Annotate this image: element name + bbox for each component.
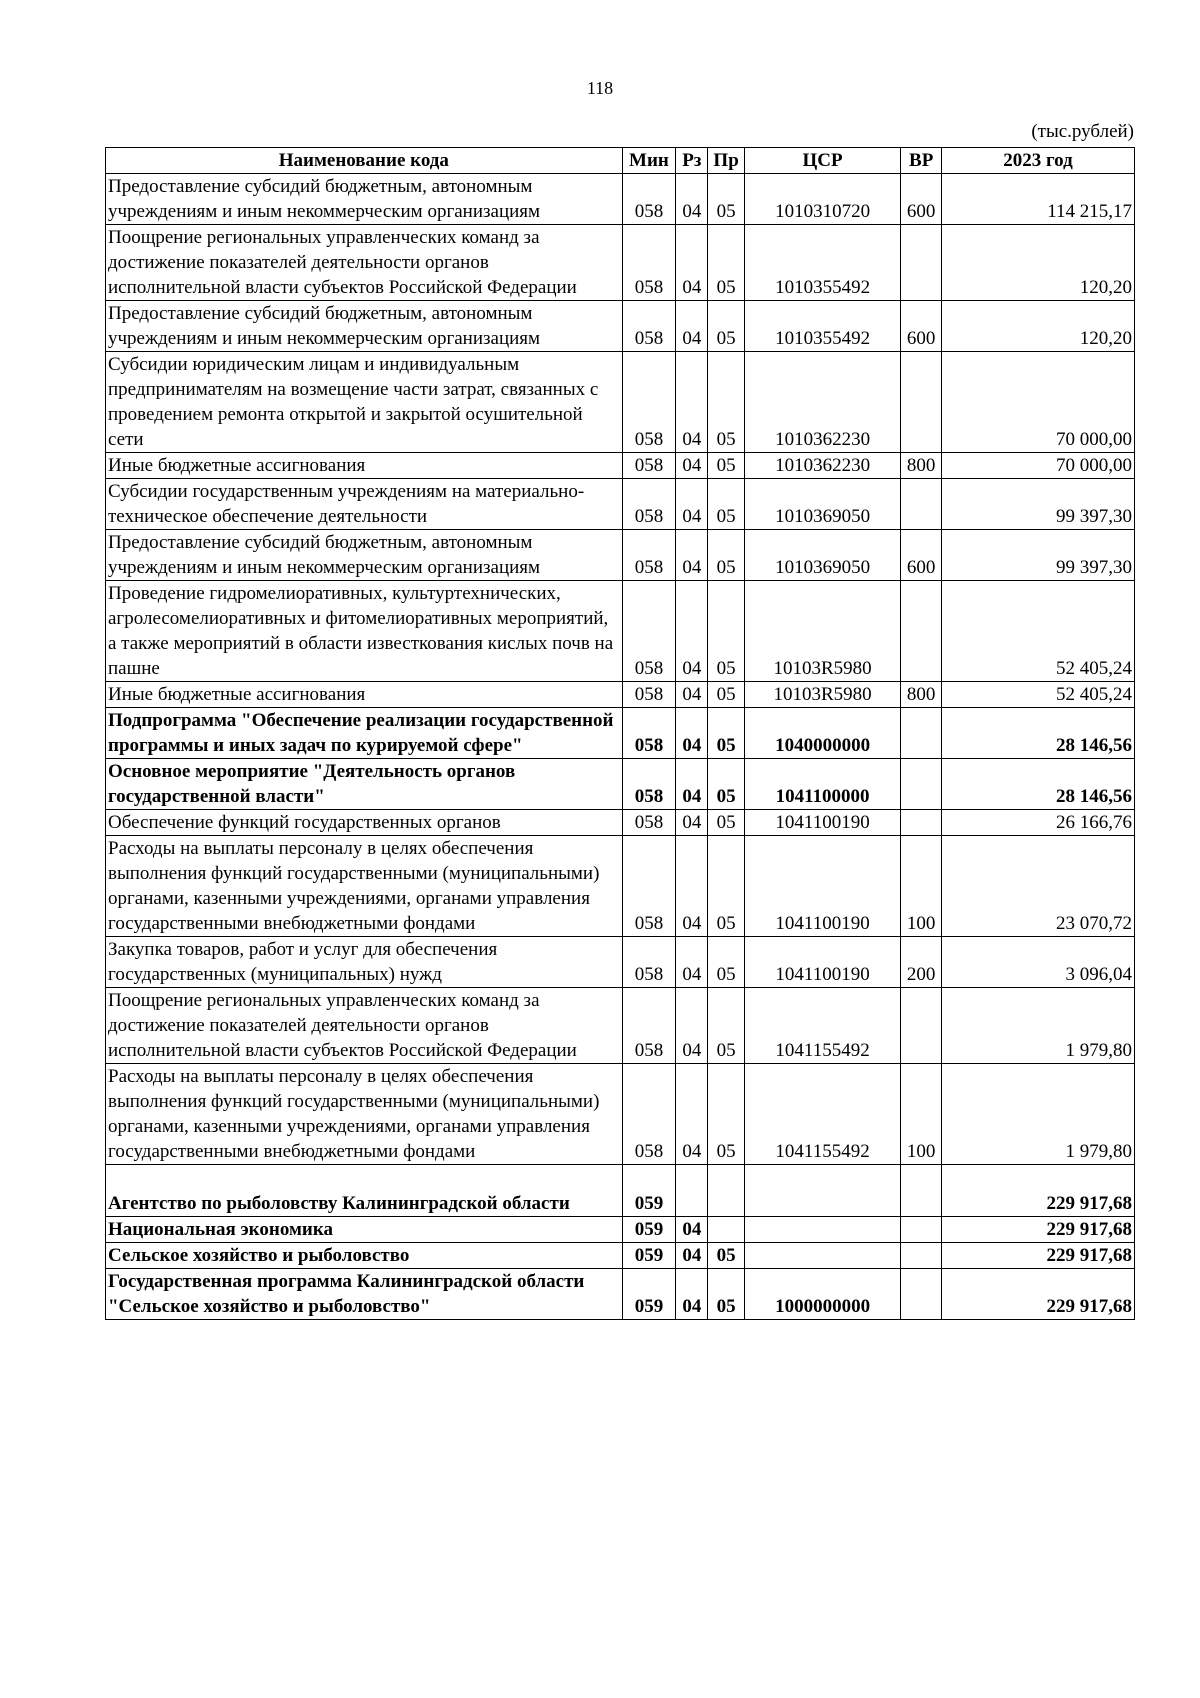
cell-csr: 1041100190 (744, 810, 900, 836)
cell-min: 059 (622, 1217, 676, 1243)
cell-rz: 04 (676, 1243, 708, 1269)
cell-pr: 05 (708, 225, 744, 301)
cell-vr (901, 225, 942, 301)
cell-name: Предоставление субсидий бюджетным, автономным учреждениям и иным некоммерческим организациям (106, 530, 623, 581)
table-row (106, 708, 1135, 759)
cell-vr: 800 (901, 453, 942, 479)
budget-table (105, 147, 1135, 1320)
cell-csr (744, 1243, 900, 1269)
cell-min: 058 (622, 301, 676, 352)
cell-vr (901, 1269, 942, 1320)
cell-amount: 120,20 (942, 301, 1135, 352)
table-body (106, 174, 1135, 1320)
cell-pr: 05 (708, 174, 744, 225)
table-row (106, 479, 1135, 530)
cell-name: Поощрение региональных управленческих команд за достижение показателей деятельности органов исполнительной власти субъектов Российской Федерации (106, 225, 623, 301)
page-number: 118 (586, 78, 614, 98)
cell-csr: 1041155492 (744, 988, 900, 1064)
cell-pr (708, 1217, 744, 1243)
cell-pr (708, 1165, 744, 1217)
header-rz: Рз (676, 148, 708, 174)
cell-min: 059 (622, 1165, 676, 1217)
cell-min: 058 (622, 453, 676, 479)
cell-csr: 1010362230 (744, 453, 900, 479)
cell-rz: 04 (676, 1064, 708, 1165)
table-row (106, 836, 1135, 937)
cell-vr (901, 708, 942, 759)
cell-vr (901, 988, 942, 1064)
table-row (106, 682, 1135, 708)
cell-vr (901, 810, 942, 836)
cell-min: 058 (622, 708, 676, 759)
table-row (106, 301, 1135, 352)
cell-csr: 1010362230 (744, 352, 900, 453)
cell-vr (901, 1243, 942, 1269)
cell-name: Субсидии государственным учреждениям на материально-техническое обеспечение деятельности (106, 479, 623, 530)
cell-amount: 114 215,17 (942, 174, 1135, 225)
cell-min: 058 (622, 225, 676, 301)
table-row (106, 1269, 1135, 1320)
cell-amount: 1 979,80 (942, 1064, 1135, 1165)
cell-csr: 1041100000 (744, 759, 900, 810)
cell-pr: 05 (708, 836, 744, 937)
header-min: Мин (622, 148, 676, 174)
cell-min: 058 (622, 988, 676, 1064)
cell-rz: 04 (676, 810, 708, 836)
cell-rz: 04 (676, 225, 708, 301)
table-row (106, 1217, 1135, 1243)
cell-amount: 120,20 (942, 225, 1135, 301)
cell-pr: 05 (708, 708, 744, 759)
cell-amount: 1 979,80 (942, 988, 1135, 1064)
cell-name: Субсидии юридическим лицам и индивидуальным предпринимателям на возмещение части затрат, связанных с проведением ремонта открытой и закрытой осушительной сети (106, 352, 623, 453)
table-row (106, 174, 1135, 225)
cell-pr: 05 (708, 301, 744, 352)
cell-csr (744, 1165, 900, 1217)
cell-min: 058 (622, 810, 676, 836)
header-vr: ВР (901, 148, 942, 174)
cell-csr: 10103R5980 (744, 581, 900, 682)
cell-min: 058 (622, 352, 676, 453)
cell-vr: 800 (901, 682, 942, 708)
cell-csr: 1041100190 (744, 836, 900, 937)
cell-min: 058 (622, 759, 676, 810)
cell-amount: 52 405,24 (942, 682, 1135, 708)
cell-vr (901, 1217, 942, 1243)
cell-min: 058 (622, 1064, 676, 1165)
cell-csr: 1010355492 (744, 301, 900, 352)
header-row (106, 148, 1135, 174)
cell-pr: 05 (708, 479, 744, 530)
table-row (106, 1064, 1135, 1165)
cell-csr: 10103R5980 (744, 682, 900, 708)
cell-vr: 600 (901, 174, 942, 225)
cell-pr: 05 (708, 530, 744, 581)
cell-name: Проведение гидромелиоративных, культуртехнических, агролесомелиоративных и фитомелиоративных мероприятий, а также мероприятий в области известкования кислых почв на пашне (106, 581, 623, 682)
cell-rz: 04 (676, 352, 708, 453)
cell-amount: 229 917,68 (942, 1165, 1135, 1217)
cell-csr: 1010310720 (744, 174, 900, 225)
cell-amount: 70 000,00 (942, 352, 1135, 453)
cell-name: Расходы на выплаты персоналу в целях обеспечения выполнения функций государственными (муниципальными) органами, казенными учреждениями, органами управления государственными внебюджетными фондами (106, 1064, 623, 1165)
cell-csr: 1041100190 (744, 937, 900, 988)
cell-csr: 1010355492 (744, 225, 900, 301)
cell-rz: 04 (676, 453, 708, 479)
cell-amount: 70 000,00 (942, 453, 1135, 479)
cell-csr: 1010369050 (744, 479, 900, 530)
cell-amount: 229 917,68 (942, 1217, 1135, 1243)
cell-pr: 05 (708, 1243, 744, 1269)
table-row (106, 1165, 1135, 1217)
cell-min: 059 (622, 1269, 676, 1320)
cell-name: Иные бюджетные ассигнования (106, 453, 623, 479)
cell-min: 058 (622, 836, 676, 937)
table-row (106, 1243, 1135, 1269)
cell-amount: 28 146,56 (942, 759, 1135, 810)
table-row (106, 352, 1135, 453)
cell-vr: 600 (901, 530, 942, 581)
cell-rz: 04 (676, 530, 708, 581)
cell-rz: 04 (676, 682, 708, 708)
cell-min: 058 (622, 530, 676, 581)
cell-name: Сельское хозяйство и рыболовство (106, 1243, 623, 1269)
cell-amount: 229 917,68 (942, 1269, 1135, 1320)
cell-min: 058 (622, 581, 676, 682)
cell-name: Государственная программа Калининградской области "Сельское хозяйство и рыболовство" (106, 1269, 623, 1320)
table-row (106, 453, 1135, 479)
cell-amount: 23 070,72 (942, 836, 1135, 937)
table-row (106, 530, 1135, 581)
cell-rz: 04 (676, 479, 708, 530)
cell-amount: 229 917,68 (942, 1243, 1135, 1269)
header-pr: Пр (708, 148, 744, 174)
cell-csr: 1010369050 (744, 530, 900, 581)
cell-rz: 04 (676, 708, 708, 759)
cell-name: Обеспечение функций государственных органов (106, 810, 623, 836)
cell-name: Основное мероприятие "Деятельность органов государственной власти" (106, 759, 623, 810)
cell-rz: 04 (676, 836, 708, 937)
cell-min: 058 (622, 479, 676, 530)
cell-vr: 600 (901, 301, 942, 352)
cell-name: Поощрение региональных управленческих команд за достижение показателей деятельности органов исполнительной власти субъектов Российской Федерации (106, 988, 623, 1064)
table-row (106, 225, 1135, 301)
table-row (106, 759, 1135, 810)
cell-pr: 05 (708, 937, 744, 988)
header-name: Наименование кода (106, 148, 623, 174)
table-row (106, 810, 1135, 836)
cell-vr (901, 1165, 942, 1217)
cell-amount: 52 405,24 (942, 581, 1135, 682)
cell-vr: 100 (901, 836, 942, 937)
cell-pr: 05 (708, 352, 744, 453)
cell-rz: 04 (676, 1269, 708, 1320)
cell-rz: 04 (676, 581, 708, 682)
cell-csr (744, 1217, 900, 1243)
cell-pr: 05 (708, 453, 744, 479)
cell-min: 058 (622, 174, 676, 225)
cell-vr (901, 759, 942, 810)
cell-pr: 05 (708, 1064, 744, 1165)
header-csr: ЦСР (744, 148, 900, 174)
cell-min: 058 (622, 682, 676, 708)
cell-name: Предоставление субсидий бюджетным, автономным учреждениям и иным некоммерческим организациям (106, 174, 623, 225)
cell-rz: 04 (676, 988, 708, 1064)
cell-amount: 99 397,30 (942, 479, 1135, 530)
header-year: 2023 год (942, 148, 1135, 174)
cell-name: Расходы на выплаты персоналу в целях обеспечения выполнения функций государственными (муниципальными) органами, казенными учреждениями, органами управления государственными внебюджетными фондами (106, 836, 623, 937)
cell-vr (901, 581, 942, 682)
cell-amount: 3 096,04 (942, 937, 1135, 988)
cell-rz: 04 (676, 174, 708, 225)
table-row (106, 581, 1135, 682)
table-row (106, 988, 1135, 1064)
cell-vr: 200 (901, 937, 942, 988)
cell-pr: 05 (708, 988, 744, 1064)
cell-amount: 28 146,56 (942, 708, 1135, 759)
cell-name: Закупка товаров, работ и услуг для обеспечения государственных (муниципальных) нужд (106, 937, 623, 988)
cell-rz (676, 1165, 708, 1217)
table-row (106, 937, 1135, 988)
cell-rz: 04 (676, 1217, 708, 1243)
units-label: (тыс.рублей) (1031, 121, 1134, 142)
cell-name: Иные бюджетные ассигнования (106, 682, 623, 708)
cell-pr: 05 (708, 682, 744, 708)
cell-name: Агентство по рыболовству Калининградской области (106, 1165, 623, 1217)
cell-pr: 05 (708, 581, 744, 682)
cell-min: 059 (622, 1243, 676, 1269)
cell-rz: 04 (676, 301, 708, 352)
cell-csr: 1041155492 (744, 1064, 900, 1165)
cell-name: Предоставление субсидий бюджетным, автономным учреждениям и иным некоммерческим организациям (106, 301, 623, 352)
cell-min: 058 (622, 937, 676, 988)
cell-name: Подпрограмма "Обеспечение реализации государственной программы и иных задач по курируемой сфере" (106, 708, 623, 759)
cell-pr: 05 (708, 759, 744, 810)
cell-amount: 26 166,76 (942, 810, 1135, 836)
cell-vr: 100 (901, 1064, 942, 1165)
cell-pr: 05 (708, 810, 744, 836)
cell-rz: 04 (676, 937, 708, 988)
cell-vr (901, 479, 942, 530)
cell-csr: 1040000000 (744, 708, 900, 759)
cell-name: Национальная экономика (106, 1217, 623, 1243)
cell-pr: 05 (708, 1269, 744, 1320)
cell-vr (901, 352, 942, 453)
cell-rz: 04 (676, 759, 708, 810)
cell-amount: 99 397,30 (942, 530, 1135, 581)
cell-csr: 1000000000 (744, 1269, 900, 1320)
